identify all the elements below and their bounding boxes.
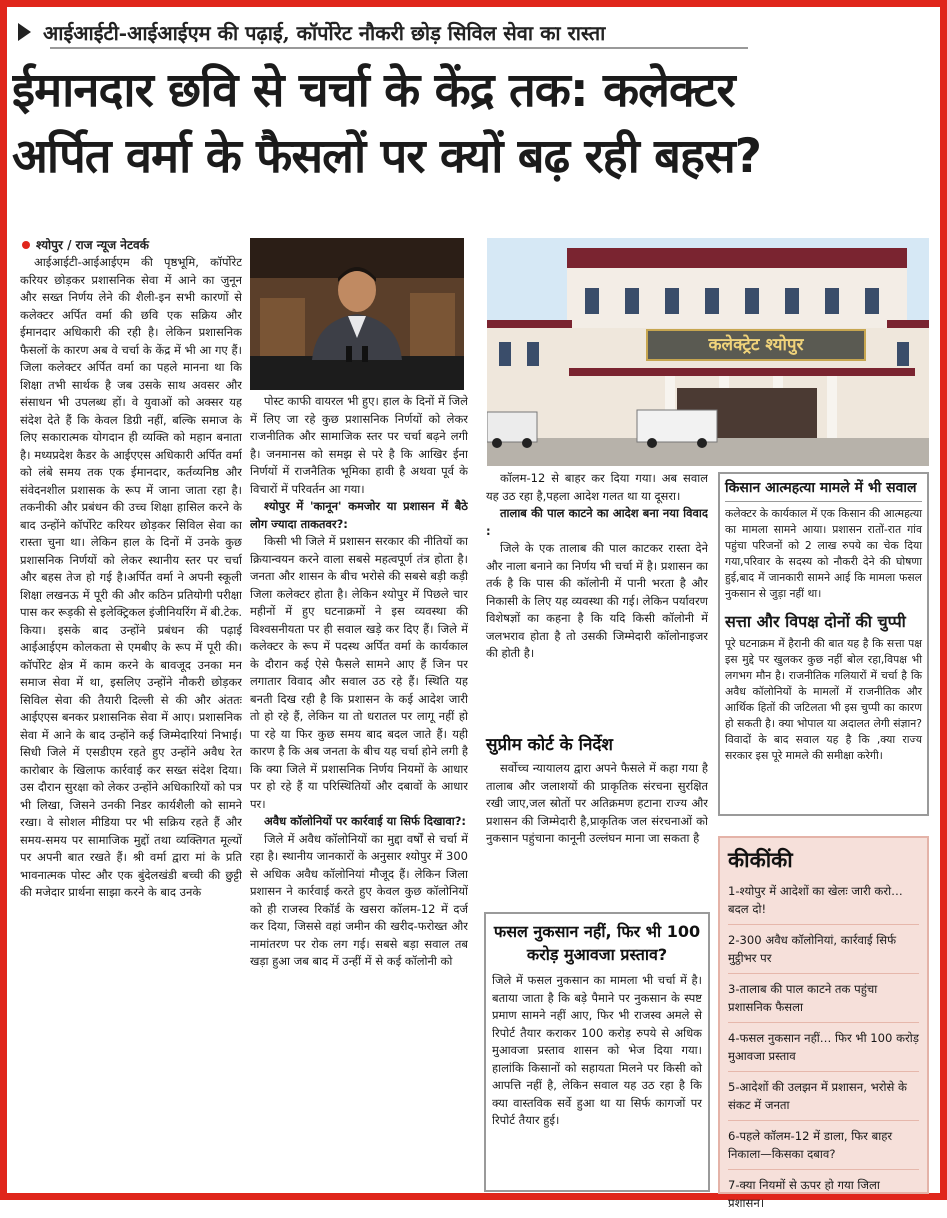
kikiki-sidebar bbox=[718, 836, 929, 1210]
column-3-subhead-1: तालाब की पाल काटने का आदेश बना नया विवाद : bbox=[486, 506, 708, 538]
supreme-court-body bbox=[486, 760, 708, 900]
column-2-paragraph-2: किसी भी जिले में प्रशासन सरकार की नीतियों का क्रियान्वयन करने वाला सबसे महत्वपूर्ण तंत्र होता है। जनता और शासन के बीच भरोसे की सबसे बड़ी कड़ी जिला कलेक्टर होता है। लेकिन श्योपुर में पिछले चार महीनों में हुए घटनाक्रमों ने इस व्यवस्था की विश्वसनीयता पर ही सवाल खड़े कर दिए हैं। जिले में कलेक्टर के रूप में पदस्थ अर्पित वर्मा के कार्यकाल के दौरान कई ऐसे फैसले सामने आए हैं जिन पर लगातार विवाद और सवाल उठ रहे हैं। स्थिति यह बनती दिख रही है कि प्रशासन के कई आदेश जारी तो हो रहे हैं, लेकिन या तो धरातल पर लागू नहीं हो पा रहे या फिर कुछ समय बाद बदल जाते हैं। यही कारण है कि अब जनता के बीच यह चर्चा होने लगी है कि क्या जिले में प्रशासनिक निर्णय नियमों के आधार पर हो रहे हैं या परिस्थितियों और दबावों के आधार पर। bbox=[250, 534, 468, 811]
kikiki-item: 1-श्योपुर में आदेशों का खेलः जारी करो… बदल दो! bbox=[728, 882, 919, 925]
kicker bbox=[10, 12, 938, 52]
kikiki-item: 7-क्या नियमों से ऊपर हो गया जिला प्रशासन। bbox=[728, 1178, 880, 1210]
farmer-suicide-body: कलेक्टर के कार्यकाल में एक किसान की आत्महत्या का मामला सामने आया। प्रशासन रातों-रात गांव पहुंचा परिजनों को 2 लाख रुपये का चेक दिया गया,परिवार के सदस्य को नौकरी देने की घोषणा हुई,बाद में जानकारी सामने आई कि मामला फसल नुकसान से जुड़ा नहीं था। bbox=[725, 507, 922, 600]
silence-heading: सत्ता और विपक्ष दोनों की चुप्पी bbox=[725, 612, 906, 631]
kikiki-item: 2-300 अवैध कॉलोनियां, कार्रवाई सिर्फ मुट्ठीभर पर bbox=[728, 931, 919, 974]
collector-photo bbox=[250, 238, 464, 390]
crop-box-title: फसल नुकसान नहीं, फिर भी 100 करोड़ मुआवजा प्रस्ताव? bbox=[493, 922, 701, 964]
crop-compensation-box bbox=[484, 912, 710, 1192]
kikiki-item: 5-आदेशों की उलझन में प्रशासन, भरोसे के संकट में जनता bbox=[728, 1078, 919, 1121]
column-1-paragraph: आईआईटी-आईआईएम की पृष्ठभूमि, कॉर्पोरेट करियर छोड़कर प्रशासनिक सेवा में आने का जुनून और सख्त निर्णय लेने की शैली-इन सभी कारणों से कलेक्टर अर्पित वर्मा की छवि एक सक्रिय और ईमानदार अधिकारी की रही है। लेकिन प्रशासनिक फैसलों के कारण अब वे चर्चा के केंद्र में भी आ गए हैं। जिला कलेक्टर अर्पित वर्मा का पहले मानना था कि शिक्षा तभी सार्थक है जब उसके साथ अवसर और संसाधन भी उपलब्ध हों। वे युवाओं को अक्सर यह संदेश देते हैं कि केवल डिग्री नहीं, बल्कि समाज के लिए सकारात्मक योगदान ही व्यक्ति को महान बनाता है। मध्यप्रदेश कैडर के आईएएस अधिकारी अर्पित वर्मा को लंबे समय तक एक ईमानदार, कर्तव्यनिष्ठ और संवेदनशील प्रशासक के रूप में जाना जाता रहा है। तकनीकी और प्रबंधन की उच्च शिक्षा हासिल करने के बाद उन्होंने कॉर्पोरेट करियर छोड़कर सिविल सेवा का रास्ता चुना था। लेकिन हाल के दिनों में उनके कुछ प्रशासनिक निर्णयों को लेकर स्थानीय स्तर पर चर्चा और बहस तेज हो गई है।अर्पित वर्मा ने अपनी स्कूली शिक्षा लखनऊ में पूरी की और कठिन प्रतियोगी परीक्षा पास कर रूड़की से इलेक्ट्रिकल इंजीनियरिंग में बी.टेक. किया। इसके बाद उन्होंने प्रबंधन की पढ़ाई आईआईएम कोलकता से एमबीए के रूप में पूरी की। कॉर्पोरेट क्षेत्र में काम करने के बावजूद उनका मन समाज सेवा में था, इसलिए उन्होंने नौकरी छोड़कर सिविल सेवा की तैयारी दिल्ली से की और अंततः आईएएस बनकर प्रशासनिक सेवा में आए। प्रशासनिक सेवा में आने के बाद उन्होंने कई जिम्मेदारियां निभाई। सिधी जिले में एसडीएम रहते हुए उन्होंने अवैध रेत कारोबार के खिलाफ कार्रवाई कर सख्त संदेश दिया। उस दौरान सुरक्षा को लेकर उन्होंने अधिकारियों को पत्र भी लिखा, जिसने उनकी निडर कार्यशैली को सामने रखा। वे सोशल मीडिया पर भी सक्रिय रहते हैं और समय-समय पर सामाजिक मुद्दों तथा व्यक्तिगत मूल्यों पर अपनी बात रखते हैं। श्री वर्मा द्वारा मां के प्रति भावनात्मक पोस्ट और एक बुंदेलखंडी बच्ची की छुट्टी की मजेदार प्रार्थना साझा करने के बाद उनके bbox=[20, 255, 242, 899]
byline bbox=[22, 236, 244, 253]
collector-photo-illustration bbox=[250, 238, 464, 390]
bullet-dot-icon bbox=[22, 241, 30, 249]
kikiki-item: 3-तालाब की पाल काटने तक पहुंचा प्रशासनिक फैसला bbox=[728, 980, 919, 1023]
column-2-paragraph-3: जिले में अवैध कॉलोनियों का मुद्दा वर्षों से चर्चा में रहा है। स्थानीय जानकारों के अनुसार श्योपुर में 300 से अधिक अवैध कॉलोनियां मौजूद हैं। लेकिन जिला प्रशासन ने कार्रवाई करते हुए केवल कुछ कॉलोनियों को ही राजस्व रिकॉर्ड के खसरा कॉलम-12 में दर्ज कर दिया, जिससे वहां जमीन की खरीद-फरोख्त और नामांतरण पर रोक लग गई। सबसे बड़ा सवाल तब खड़ा हुआ जब बाद में उन्हीं में से कई कॉलोनी को bbox=[250, 831, 468, 968]
silence-body: पूरे घटनाक्रम में हैरानी की बात यह है कि सत्ता पक्ष इस मुद्दे पर खुलकर कुछ नहीं बोल रहा,विपक्ष भी लगभग मौन है। राजनीतिक गलियारों में चर्चा है कि अवैध कॉलोनियों के मामलों में राजनीतिक और आर्थिक हितों की जटिलता भी इस चुप्पी का कारण हो सकती है। क्या भोपाल या अदालत लेगी संज्ञान? विवादों के बाद सवाल यह है कि ,क्या राज्य सरकार इस पूरे मामले की समीक्षा करेगी। bbox=[725, 637, 922, 762]
kikiki-list bbox=[728, 882, 919, 1218]
supreme-court-paragraph: सर्वोच्च न्यायालय द्वारा अपने फैसले में कहा गया है तालाब और जलाशयों की प्राकृतिक संरचना सुरक्षित रखी जाए,जल स्रोतों पर अतिक्रमण हटाना राज्य और प्रशासन की जिम्मेदारी है,प्राकृतिक जल संरचनाओं को नुकसान पहुंचाना कानूनी उल्लंघन माना जा सकता है bbox=[486, 761, 708, 845]
column-2-paragraph-1: पोस्ट काफी वायरल भी हुए। हाल के दिनों में जिले में लिए जा रहे कुछ प्रशासनिक निर्णयों को लेकर राजनीतिक और सामाजिक स्तर पर चर्चा बढ़ने लगी है। जनमानस को समझ से परे है कि आखिर ईना निर्णयों में राजनैतिक भूमिका हावी है अथवा पूर्व के विचारों में परिवर्तन आ गया। bbox=[250, 394, 468, 496]
triangle-bullet-icon bbox=[18, 23, 31, 41]
kikiki-item: 4-फसल नुकसान नहीं… फिर भी 100 करोड़ मुआवजा प्रस्ताव bbox=[728, 1029, 919, 1072]
side-panel bbox=[718, 472, 929, 816]
article-column-1 bbox=[20, 254, 242, 1194]
column-2-subhead-2: अवैध कॉलोनियों पर कार्रवाई या सिर्फ दिखावा?: bbox=[264, 814, 467, 828]
supreme-court-heading: सुप्रीम कोर्ट के निर्देश bbox=[486, 735, 613, 755]
crop-box-body: जिले में फसल नुकसान का मामला भी चर्चा में है। बताया जाता है कि बड़े पैमाने पर नुकसान के स्पष्ट प्रमाण सामने नहीं आए, फिर भी राजस्व अमले से रिपोर्ट तैयार कराकर 100 करोड़ रुपये से अधिक मुआवजा प्रस्ताव शासन को भेज दिया गया। हालांकि किसानों को सहायता मिलने पर किसी को आपत्ति नहीं है, लेकिन सवाल यह उठ रहा है कि क्या वास्तविक सर्वे हुआ था या सिर्फ कागजों पर रिपोर्ट तैयार हुई। bbox=[492, 973, 702, 1127]
headline-line-1: ईमानदार छवि से चर्चा के केंद्र तक: कलेक्टर bbox=[12, 63, 735, 118]
byline-text: श्योपुर / राज न्यूज नेटवर्क bbox=[36, 238, 149, 252]
column-3-paragraph-1: कॉलम-12 से बाहर कर दिया गया। अब सवाल यह उठ रहा है,पहला आदेश गलत था या दूसरा। bbox=[486, 471, 708, 503]
headline bbox=[12, 58, 934, 218]
kikiki-title: कीकींकी bbox=[728, 848, 793, 872]
column-2-subhead-1: श्योपुर में 'कानून' कमजोर या प्रशासन में बैठे लोग ज्यादा ताकतवर?: bbox=[250, 499, 468, 531]
farmer-suicide-heading: किसान आत्महत्या मामले में भी सवाल bbox=[725, 478, 922, 502]
headline-line-2: अर्पित वर्मा के फैसलों पर क्यों बढ़ रही बहस? bbox=[12, 129, 762, 184]
kikiki-item: 6-पहले कॉलम-12 में डाला, फिर बाहर निकाला—किसका दबाव? bbox=[728, 1127, 919, 1170]
kicker-text: आईआईटी-आईआईएम की पढ़ाई, कॉर्पोरेट नौकरी छोड़ सिविल सेवा का रास्ता bbox=[43, 20, 606, 45]
collectorate-sign-text: कलेक्ट्रेट श्योपुर bbox=[708, 335, 804, 355]
collectorate-building-photo bbox=[487, 238, 929, 466]
column-3-paragraph-2: जिले के एक तालाब की पाल काटकर रास्ता देने और नाला बनाने का निर्णय भी चर्चा में है। प्रशासन का तर्क है कि पास की कॉलोनी में पानी भरता है और निकासी के लिए यह व्यवस्था की गई। लेकिन पर्यावरण विशेषज्ञों का कहना है कि यदि किसी कॉलोनी में जलभराव होता है तो उसकी जिम्मेदारी कॉलोनाइजर की होती है। bbox=[486, 541, 708, 660]
article-column-2 bbox=[250, 393, 468, 1193]
kicker-underline bbox=[50, 47, 748, 49]
